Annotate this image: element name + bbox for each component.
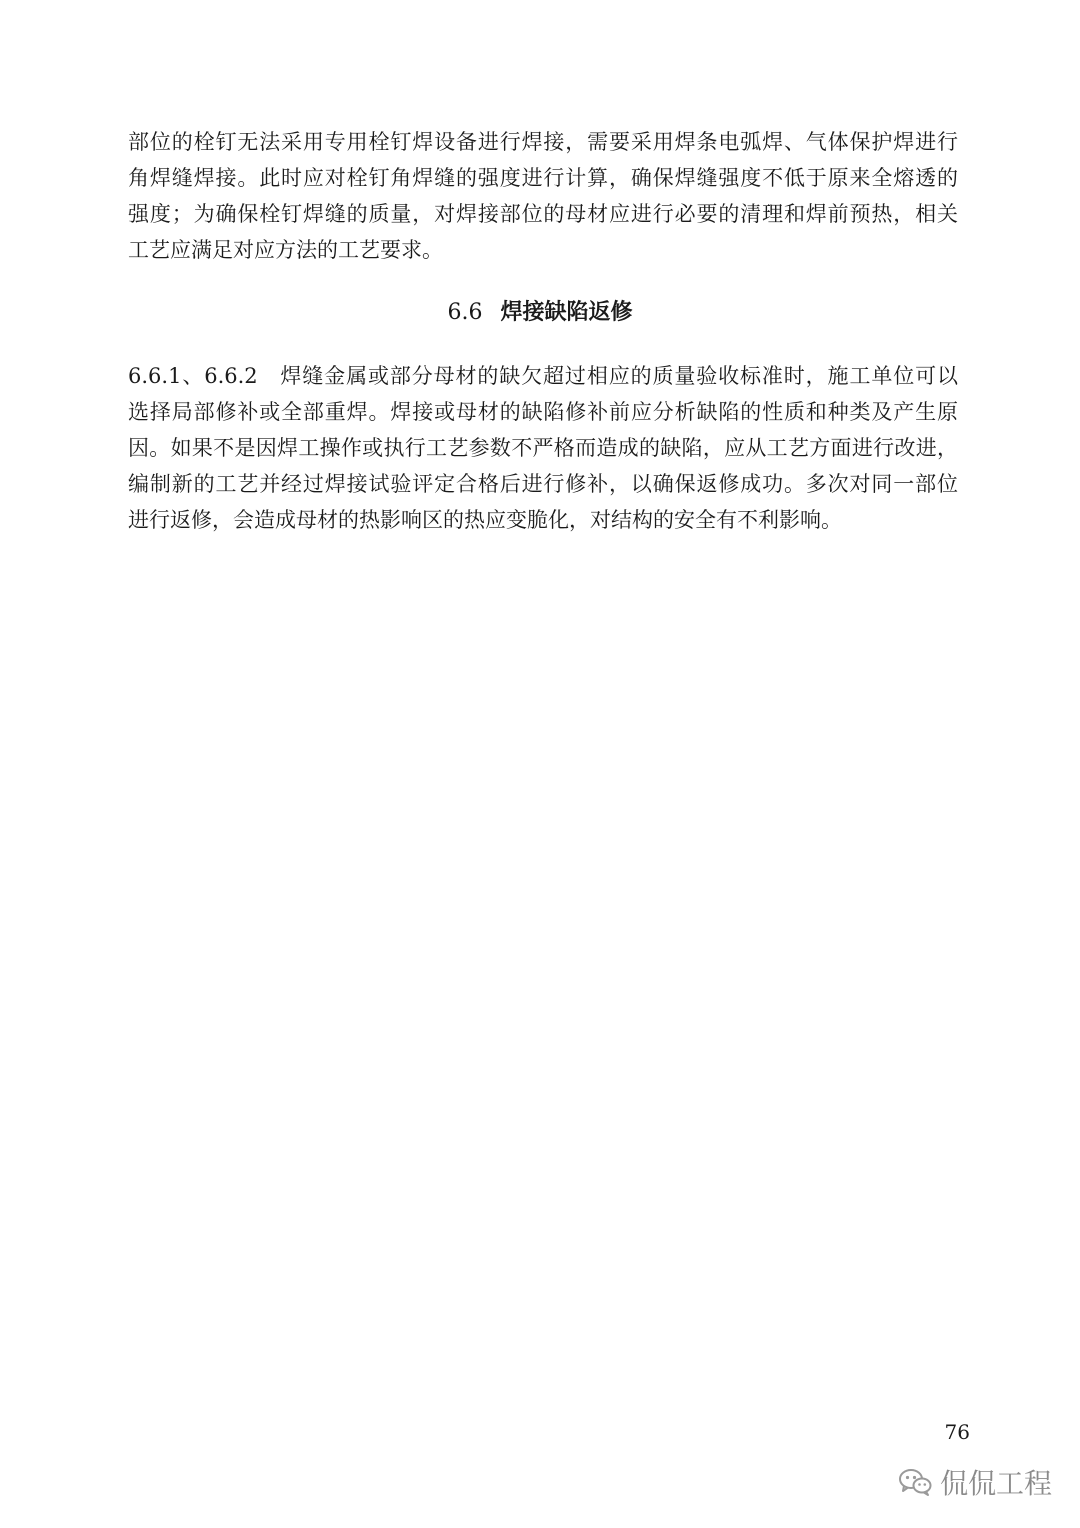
paragraph-line: 因。如果不是因焊工操作或执行工艺参数不严格而造成的缺陷，应从工艺方面进行改进， [128,436,958,460]
page-number: 76 [944,1420,970,1444]
paragraph-defect-repair [128,358,958,538]
watermark-text: 侃侃工程 [940,1467,1053,1500]
paragraph-line: 工艺应满足对应方法的工艺要求。 [128,238,443,262]
section-heading [0,296,1080,329]
watermark [898,1462,1052,1502]
paragraph-line: 部位的栓钉无法采用专用栓钉焊设备进行焊接，需要采用焊条电弧焊、气体保护焊进行 [128,130,958,154]
paragraph-line: 进行返修，会造成母材的热影响区的热应变脆化，对结构的安全有不利影响。 [128,508,842,532]
section-title: 焊接缺陷返修 [500,299,633,325]
paragraph-line: 选择局部修补或全部重焊。焊接或母材的缺陷修补前应分析缺陷的性质和种类及产生原 [128,400,958,424]
wechat-icon [898,1467,932,1497]
paragraph-line: 6.6.1、6.6.2 焊缝金属或部分母材的缺欠超过相应的质量验收标准时，施工单位可以 [128,364,958,388]
paragraph-line: 编制新的工艺并经过焊接试验评定合格后进行修补，以确保返修成功。多次对同一部位 [128,472,958,496]
paragraph-line: 强度；为确保栓钉焊缝的质量，对焊接部位的母材应进行必要的清理和焊前预热，相关 [128,202,958,226]
paragraph-line: 角焊缝焊接。此时应对栓钉角焊缝的强度进行计算，确保焊缝强度不低于原来全熔透的 [128,166,958,190]
section-number: 6.6 [447,300,483,325]
paragraph-stud-welding [128,124,958,268]
